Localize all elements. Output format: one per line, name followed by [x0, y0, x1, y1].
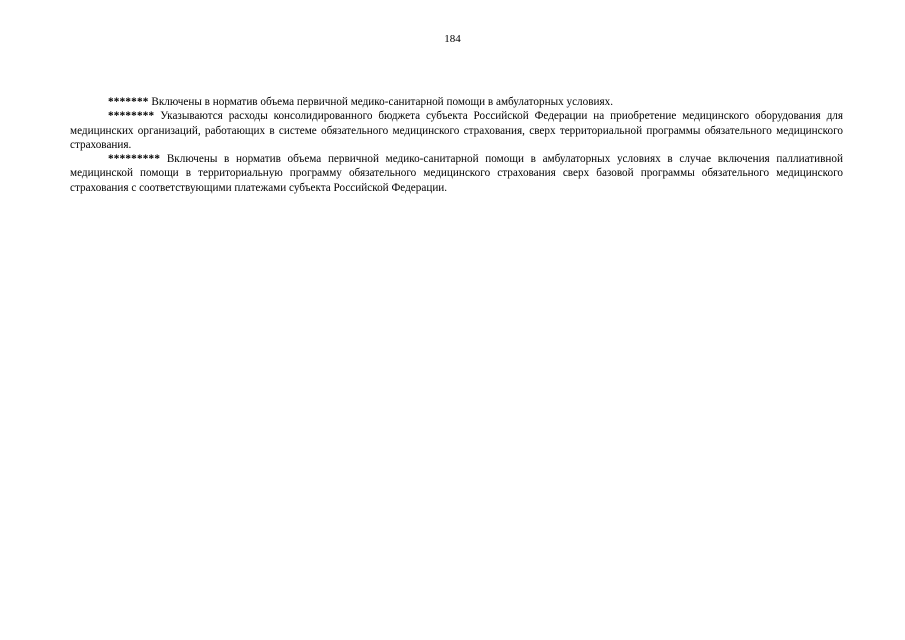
- footnote-marker: *******: [108, 96, 149, 108]
- footnotes-section: [70, 95, 843, 195]
- footnote-9-stars: [70, 152, 843, 195]
- footnote-text: Указываются расходы консолидированного бюджета субъекта Российской Федерации на приобретение медицинского оборудования для медицинских организаций, работающих в системе обязательного медицинского страхования, сверх территориальной программы обязательного медицинского страхования.: [70, 110, 844, 151]
- footnote-text: Включены в норматив объема первичной медико-санитарной помощи в амбулаторных условиях.: [151, 96, 614, 108]
- footnote-marker: ********: [108, 110, 155, 123]
- footnote-text: Включены в норматив объема первичной медико-санитарной помощи в амбулаторных условиях в случае включения паллиативной медицинской помощи в территориальную программу обязательного медицинского страхования сверх базовой программы обязательного медицинского страхования с соответствующими платежами субъекта Российской Федерации.: [70, 153, 843, 194]
- footnote-7-stars: [70, 95, 843, 109]
- page-number: 184: [444, 33, 461, 45]
- footnote-8-stars: [70, 109, 843, 152]
- footnote-marker: *********: [108, 153, 161, 166]
